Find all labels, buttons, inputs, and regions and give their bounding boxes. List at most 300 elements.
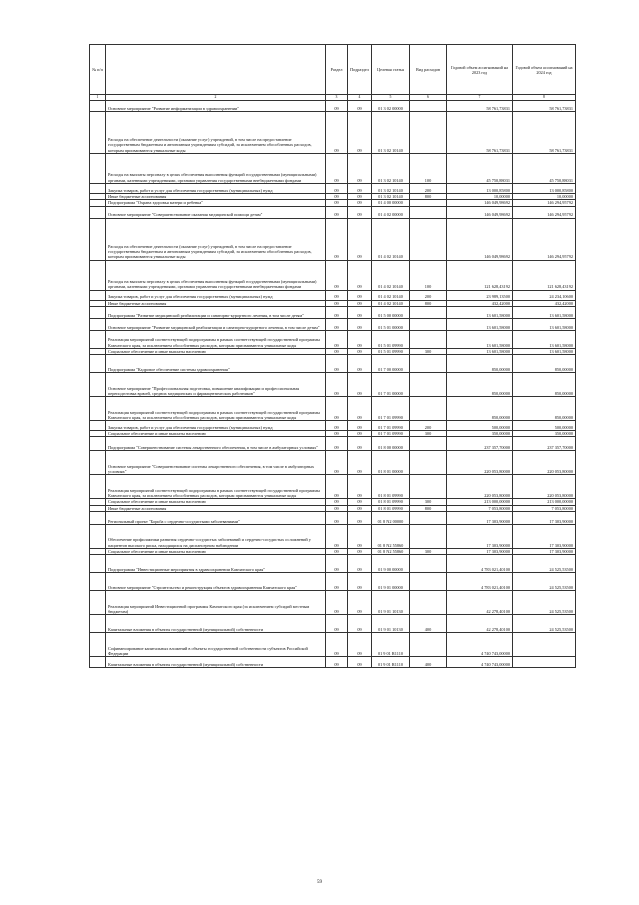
row-amount-2023: 17 303,90000: [447, 512, 513, 525]
row-amount-2023: 4 783 021,40100: [447, 573, 513, 591]
row-number-cell: [90, 657, 106, 668]
row-subsection: 09: [348, 194, 372, 200]
row-amount-2023: 220 053,80000: [447, 475, 513, 499]
row-number-cell: [90, 184, 106, 194]
row-section: 09: [326, 591, 348, 615]
row-number-cell: [90, 421, 106, 431]
row-amount-2023: 13 601,58000: [447, 348, 513, 354]
table-row: [90, 260, 576, 290]
row-amount-2024: 58 761,73831: [513, 112, 576, 154]
row-expense-type: 100: [410, 260, 447, 290]
row-number-cell: [90, 112, 106, 154]
row-expense-type: [410, 633, 447, 657]
row-name: Капитальные вложения в объекты государственной (муниципальной) собственности: [106, 615, 326, 633]
row-subsection: 09: [348, 437, 372, 451]
row-target-article: 01 8 N2 00000: [372, 512, 410, 525]
header-allocation-2024: Годовой объем ассигнований на 2024 год: [513, 45, 576, 95]
row-number-cell: [90, 475, 106, 499]
row-number-cell: [90, 290, 106, 300]
table-row: [90, 451, 576, 475]
row-expense-type: 200: [410, 184, 447, 194]
row-section: 09: [326, 300, 348, 306]
row-expense-type: [410, 318, 447, 330]
row-number-cell: [90, 218, 106, 260]
row-amount-2024: 7 053,80000: [513, 505, 576, 511]
row-section: 09: [326, 512, 348, 525]
row-section: 09: [326, 373, 348, 397]
row-target-article: 01 8 N2 55860: [372, 549, 410, 555]
row-number-cell: [90, 318, 106, 330]
row-amount-2024: 237 357,70000: [513, 437, 576, 451]
row-amount-2023: 350,00000: [447, 431, 513, 437]
row-target-article: 01 9 01 10130: [372, 591, 410, 615]
row-subsection: 09: [348, 512, 372, 525]
row-name: Подпрограмма "Охрана здоровья матери и ребенка": [106, 200, 326, 206]
row-amount-2024: 350,00000: [513, 431, 576, 437]
row-number-cell: [90, 512, 106, 525]
row-subsection: 09: [348, 549, 372, 555]
row-target-article: 01 7 01 09990: [372, 397, 410, 421]
row-subsection: 09: [348, 355, 372, 373]
row-section: 09: [326, 475, 348, 499]
row-section: 09: [326, 290, 348, 300]
row-subsection: 09: [348, 499, 372, 505]
table-row: [90, 421, 576, 431]
row-amount-2024: 58 761,73831: [513, 101, 576, 112]
row-target-article: 01 7 01 09990: [372, 421, 410, 431]
row-amount-2024: 213 000,00000: [513, 499, 576, 505]
row-expense-type: [410, 218, 447, 260]
row-amount-2024: 10,00000: [513, 194, 576, 200]
row-subsection: 09: [348, 421, 372, 431]
table-row: [90, 206, 576, 218]
row-section: 09: [326, 633, 348, 657]
row-number-cell: [90, 306, 106, 318]
row-number-cell: [90, 206, 106, 218]
row-expense-type: 300: [410, 549, 447, 555]
table-row: [90, 330, 576, 348]
row-amount-2023: 13 601,58000: [447, 306, 513, 318]
row-amount-2023: 42 278,40100: [447, 591, 513, 615]
row-amount-2024: 24 525,53500: [513, 591, 576, 615]
row-section: 09: [326, 615, 348, 633]
row-amount-2024: 24 525,53500: [513, 615, 576, 633]
row-target-article: 01 7 01 00000: [372, 373, 410, 397]
row-amount-2023: 146 049,98692: [447, 206, 513, 218]
row-amount-2023: 4 740 743,00000: [447, 633, 513, 657]
row-name: Софинансирование капитальных вложений в объекты государственной собственности субъектов Российской Федерации: [106, 633, 326, 657]
row-target-article: 01 4 02 10140: [372, 290, 410, 300]
row-expense-type: 800: [410, 300, 447, 306]
row-expense-type: 100: [410, 154, 447, 184]
row-name: Основное мероприятие "Профессиональная подготовка, повышение квалификации и профессиональная переподготовка врачей, средних медицинских и фармацевтических работников": [106, 373, 326, 397]
row-section: 09: [326, 505, 348, 511]
row-expense-type: [410, 112, 447, 154]
row-amount-2023: 4 783 021,40100: [447, 555, 513, 573]
row-section: 09: [326, 218, 348, 260]
row-expense-type: [410, 573, 447, 591]
row-number-cell: [90, 101, 106, 112]
row-section: 09: [326, 549, 348, 555]
row-expense-type: [410, 330, 447, 348]
column-number: 1: [90, 95, 106, 101]
row-amount-2024: 13 601,58000: [513, 318, 576, 330]
row-name: Закупка товаров, работ и услуг для обеспечения государственных (муниципальных) нужд: [106, 184, 326, 194]
row-amount-2023: 850,00000: [447, 373, 513, 397]
header-target-article: Целевая статья: [372, 45, 410, 95]
table-row: [90, 615, 576, 633]
row-name: Реализация мероприятий Инвестиционной программы Камчатского края (за исключением субсидий местным бюджетам): [106, 591, 326, 615]
header-row: [90, 45, 576, 95]
row-target-article: 01 9 00 00000: [372, 555, 410, 573]
row-amount-2023: 13 000,85800: [447, 184, 513, 194]
table-row: [90, 373, 576, 397]
row-name: Подпрограмма "Совершенствование системы лекарственного обеспечения, в том числе в амбулаторных условиях": [106, 437, 326, 451]
row-amount-2024: 500,00000: [513, 421, 576, 431]
row-target-article: 01 5 01 09990: [372, 348, 410, 354]
row-section: 09: [326, 573, 348, 591]
row-amount-2024: 17 303,90000: [513, 549, 576, 555]
row-number-cell: [90, 591, 106, 615]
row-amount-2024: 17 303,90000: [513, 512, 576, 525]
row-name: Социальное обеспечение и иные выплаты населению: [106, 431, 326, 437]
row-amount-2024: 146 294,95792: [513, 206, 576, 218]
row-amount-2023: 10,00000: [447, 194, 513, 200]
row-amount-2023: 146 049,98692: [447, 218, 513, 260]
column-number: 8: [513, 95, 576, 101]
row-name: Закупка товаров, работ и услуг для обеспечения государственных (муниципальных) нужд: [106, 421, 326, 431]
table-row: [90, 101, 576, 112]
row-name: Расходы на обеспечение деятельности (оказание услуг) учреждений, в том числе на предоставление государственным бюджетным и автономным учреждениям субсидий, за исключением обособленных расходов, которым присваиваются уникальные коды: [106, 218, 326, 260]
row-amount-2024: [513, 657, 576, 668]
row-name: Иные бюджетные ассигнования: [106, 505, 326, 511]
row-section: 09: [326, 397, 348, 421]
row-amount-2024: 24 234,10600: [513, 290, 576, 300]
row-amount-2023: 850,00000: [447, 397, 513, 421]
row-subsection: 09: [348, 397, 372, 421]
row-section: 09: [326, 657, 348, 668]
row-amount-2023: 23 989,13500: [447, 290, 513, 300]
row-number-cell: [90, 355, 106, 373]
row-number-cell: [90, 555, 106, 573]
row-amount-2023: 58 761,73831: [447, 101, 513, 112]
row-amount-2023: 58 761,73831: [447, 112, 513, 154]
row-amount-2024: 13 601,58000: [513, 330, 576, 348]
row-name: Социальное обеспечение и иные выплаты населению: [106, 499, 326, 505]
row-name: Основное мероприятие "Развитие медицинской реабилитации и санаторно-курортного лечения, в том числе детям": [106, 318, 326, 330]
column-number: 5: [372, 95, 410, 101]
row-subsection: 09: [348, 525, 372, 549]
row-expense-type: [410, 451, 447, 475]
row-target-article: 01 9 01 00000: [372, 573, 410, 591]
row-name: Основное мероприятие "Строительство и реконструкция объектов здравоохранения Камчатского края": [106, 573, 326, 591]
row-subsection: 09: [348, 154, 372, 184]
row-amount-2024: 850,00000: [513, 355, 576, 373]
row-target-article: 01 4 02 10140: [372, 300, 410, 306]
row-amount-2023: 17 303,90000: [447, 549, 513, 555]
table-row: [90, 633, 576, 657]
row-number-cell: [90, 633, 106, 657]
row-expense-type: [410, 101, 447, 112]
row-expense-type: [410, 525, 447, 549]
row-name: Иные бюджетные ассигнования: [106, 194, 326, 200]
row-amount-2024: 13 601,58000: [513, 348, 576, 354]
table-row: [90, 555, 576, 573]
header-expense-type: Вид расходов: [410, 45, 447, 95]
row-section: 09: [326, 555, 348, 573]
row-subsection: 09: [348, 306, 372, 318]
row-name: Основное мероприятие "Совершенствование системы лекарственного обеспечения, в том числе в амбулаторных условиях": [106, 451, 326, 475]
row-subsection: 09: [348, 218, 372, 260]
row-amount-2024: 220 053,80000: [513, 451, 576, 475]
page-number: 59: [317, 880, 322, 885]
row-section: 09: [326, 101, 348, 112]
row-amount-2024: 146 294,95792: [513, 200, 576, 206]
row-amount-2023: 13 601,58000: [447, 318, 513, 330]
row-number-cell: [90, 373, 106, 397]
row-expense-type: [410, 355, 447, 373]
row-amount-2024: 24 525,53500: [513, 555, 576, 573]
row-subsection: 09: [348, 318, 372, 330]
row-subsection: 09: [348, 348, 372, 354]
row-target-article: 01 8 01 09990: [372, 505, 410, 511]
row-amount-2023: 146 049,98692: [447, 200, 513, 206]
row-section: 09: [326, 330, 348, 348]
row-name: Расходы на выплаты персоналу в целях обеспечения выполнения функций государственными (муниципальными) органами, казенными учреждениями, органами управления государственными внебюджетными фондами: [106, 154, 326, 184]
table-row: [90, 184, 576, 194]
row-section: 09: [326, 499, 348, 505]
row-amount-2024: 850,00000: [513, 373, 576, 397]
row-amount-2024: 850,00000: [513, 397, 576, 421]
row-amount-2024: 13 000,85800: [513, 184, 576, 194]
row-section: 09: [326, 154, 348, 184]
row-target-article: 01 3 02 10140: [372, 154, 410, 184]
row-expense-type: [410, 397, 447, 421]
row-expense-type: [410, 206, 447, 218]
row-target-article: 01 4 00 00000: [372, 200, 410, 206]
row-expense-type: [410, 475, 447, 499]
row-subsection: 09: [348, 300, 372, 306]
row-name: Социальное обеспечение и иные выплаты населению: [106, 549, 326, 555]
row-amount-2023: 850,00000: [447, 355, 513, 373]
column-number: 3: [326, 95, 348, 101]
row-section: 09: [326, 194, 348, 200]
row-expense-type: 200: [410, 290, 447, 300]
row-number-cell: [90, 615, 106, 633]
row-amount-2024: 13 601,58000: [513, 306, 576, 318]
row-subsection: 09: [348, 200, 372, 206]
row-amount-2023: 121 628,43192: [447, 260, 513, 290]
row-expense-type: [410, 512, 447, 525]
row-number-cell: [90, 397, 106, 421]
row-target-article: 01 7 01 09990: [372, 431, 410, 437]
row-section: 09: [326, 184, 348, 194]
row-expense-type: [410, 591, 447, 615]
table-row: [90, 154, 576, 184]
row-name: Подпрограмма "Кадровое обеспечение системы здравоохранения": [106, 355, 326, 373]
row-number-cell: [90, 260, 106, 290]
row-expense-type: [410, 306, 447, 318]
row-number-cell: [90, 437, 106, 451]
row-expense-type: 300: [410, 499, 447, 505]
row-subsection: 09: [348, 451, 372, 475]
row-subsection: 09: [348, 112, 372, 154]
row-section: 09: [326, 318, 348, 330]
row-target-article: 01 5 00 00000: [372, 306, 410, 318]
row-amount-2023: 4 740 743,00000: [447, 657, 513, 668]
row-section: 09: [326, 451, 348, 475]
row-amount-2023: 500,00000: [447, 421, 513, 431]
header-section: Раздел: [326, 45, 348, 95]
row-amount-2024: 121 628,43192: [513, 260, 576, 290]
row-subsection: 09: [348, 615, 372, 633]
row-target-article: 01 7 00 00000: [372, 355, 410, 373]
row-amount-2024: 432,42000: [513, 300, 576, 306]
row-amount-2023: 13 601,58000: [447, 330, 513, 348]
row-target-article: 01 4 02 10140: [372, 260, 410, 290]
row-subsection: 09: [348, 555, 372, 573]
column-number: 6: [410, 95, 447, 101]
row-target-article: 01 3 02 00000: [372, 101, 410, 112]
table-row: [90, 437, 576, 451]
row-amount-2023: 17 303,90000: [447, 525, 513, 549]
row-name: Региональный проект "Борьба с сердечно-сосудистыми заболеваниями": [106, 512, 326, 525]
row-subsection: 09: [348, 475, 372, 499]
row-name: Реализация мероприятий соответствующей подпрограммы в рамках соответствующей государственной программы Камчатского края, за исключением обособленных расходов, которым присваиваются уникальные коды: [106, 330, 326, 348]
row-expense-type: 200: [410, 421, 447, 431]
budget-allocation-table: [89, 44, 576, 668]
table-row: [90, 306, 576, 318]
row-name: Основное мероприятие "Совершенствование оказания медицинской помощи детям": [106, 206, 326, 218]
row-target-article: 01 3 02 10140: [372, 194, 410, 200]
row-target-article: 01 8 01 00000: [372, 451, 410, 475]
row-subsection: 09: [348, 633, 372, 657]
row-subsection: 09: [348, 206, 372, 218]
table-row: [90, 218, 576, 260]
row-name: Реализация мероприятий соответствующей подпрограммы в рамках соответствующей государственной программы Камчатского края, за исключением обособленных расходов, которым присваиваются уникальные коды: [106, 475, 326, 499]
row-subsection: 09: [348, 184, 372, 194]
table-row: [90, 355, 576, 373]
row-amount-2023: 42 278,40100: [447, 615, 513, 633]
row-amount-2024: 45 750,88031: [513, 154, 576, 184]
row-subsection: 09: [348, 330, 372, 348]
header-subsection: Подраздел: [348, 45, 372, 95]
header-name: [106, 45, 326, 95]
row-name: Капитальные вложения в объекты государственной (муниципальной) собственности: [106, 657, 326, 668]
row-subsection: 09: [348, 431, 372, 437]
row-subsection: 09: [348, 505, 372, 511]
row-expense-type: [410, 373, 447, 397]
row-name: Иные бюджетные ассигнования: [106, 300, 326, 306]
table-row: [90, 397, 576, 421]
row-expense-type: 400: [410, 657, 447, 668]
row-amount-2024: 17 303,90000: [513, 525, 576, 549]
row-section: 09: [326, 431, 348, 437]
row-target-article: 01 8 00 00000: [372, 437, 410, 451]
row-target-article: 01 3 02 10140: [372, 112, 410, 154]
row-number-cell: [90, 525, 106, 549]
table-row: [90, 657, 576, 668]
table-row: [90, 290, 576, 300]
row-name: Обеспечение профилактики развития сердечно-сосудистых заболеваний и сердечно-сосудистых осложнений у пациентов высокого риска, находящихся на диспансерном наблюдении: [106, 525, 326, 549]
row-amount-2023: 237 357,70000: [447, 437, 513, 451]
row-amount-2023: 7 053,80000: [447, 505, 513, 511]
row-target-article: 01 8 N2 55860: [372, 525, 410, 549]
row-section: 09: [326, 525, 348, 549]
row-amount-2024: 220 053,80000: [513, 475, 576, 499]
row-section: 09: [326, 421, 348, 431]
row-amount-2023: 220 053,80000: [447, 451, 513, 475]
row-expense-type: 800: [410, 194, 447, 200]
column-number: 4: [348, 95, 372, 101]
row-target-article: 01 9 01 10130: [372, 615, 410, 633]
row-number-cell: [90, 573, 106, 591]
row-expense-type: 400: [410, 615, 447, 633]
table-row: [90, 591, 576, 615]
table-row: [90, 573, 576, 591]
row-name: Закупка товаров, работ и услуг для обеспечения государственных (муниципальных) нужд: [106, 290, 326, 300]
column-number: 7: [447, 95, 513, 101]
table-row: [90, 318, 576, 330]
row-subsection: 09: [348, 260, 372, 290]
row-amount-2024: 146 294,95792: [513, 218, 576, 260]
row-target-article: 01 4 02 10140: [372, 218, 410, 260]
column-number: 2: [106, 95, 326, 101]
row-expense-type: 800: [410, 505, 447, 511]
row-name: Социальное обеспечение и иные выплаты населению: [106, 348, 326, 354]
row-number-cell: [90, 154, 106, 184]
row-name: Подпрограмма "Инвестиционные мероприятия в здравоохранении Камчатского края": [106, 555, 326, 573]
row-name: Реализация мероприятий соответствующей подпрограммы в рамках соответствующей государственной программы Камчатского края, за исключением обособленных расходов, которым присваиваются уникальные коды: [106, 397, 326, 421]
row-subsection: 09: [348, 657, 372, 668]
row-amount-2023: 45 750,88031: [447, 154, 513, 184]
table-row: [90, 512, 576, 525]
row-target-article: 01 9 01 R1110: [372, 633, 410, 657]
header-num: № п/п: [90, 45, 106, 95]
row-section: 09: [326, 437, 348, 451]
row-number-cell: [90, 330, 106, 348]
row-target-article: 01 4 02 00000: [372, 206, 410, 218]
row-expense-type: [410, 555, 447, 573]
row-target-article: 01 8 01 09990: [372, 475, 410, 499]
row-section: 09: [326, 260, 348, 290]
row-target-article: 01 5 01 09990: [372, 330, 410, 348]
row-expense-type: 300: [410, 348, 447, 354]
row-subsection: 09: [348, 101, 372, 112]
row-section: 09: [326, 306, 348, 318]
table-body: [90, 101, 576, 668]
row-amount-2023: 432,42000: [447, 300, 513, 306]
row-name: Основное мероприятие "Развитие информатизации в здравоохранении": [106, 101, 326, 112]
table-row: [90, 112, 576, 154]
row-section: 09: [326, 112, 348, 154]
table-row: [90, 475, 576, 499]
row-subsection: 09: [348, 290, 372, 300]
row-subsection: 09: [348, 591, 372, 615]
row-target-article: 01 3 02 10140: [372, 184, 410, 194]
row-section: 09: [326, 200, 348, 206]
row-name: Подпрограмма "Развитие медицинской реабилитации и санаторно-курортного лечения, в том числе детям": [106, 306, 326, 318]
row-expense-type: 300: [410, 431, 447, 437]
row-subsection: 09: [348, 373, 372, 397]
row-section: 09: [326, 348, 348, 354]
row-expense-type: [410, 437, 447, 451]
row-number-cell: [90, 451, 106, 475]
row-name: Расходы на обеспечение деятельности (оказание услуг) учреждений, в том числе на предоставление государственным бюджетным и автономным учреждениям субсидий, за исключением обособленных расходов, которым присваиваются уникальные коды: [106, 112, 326, 154]
row-section: 09: [326, 355, 348, 373]
table-row: [90, 525, 576, 549]
row-section: 09: [326, 206, 348, 218]
